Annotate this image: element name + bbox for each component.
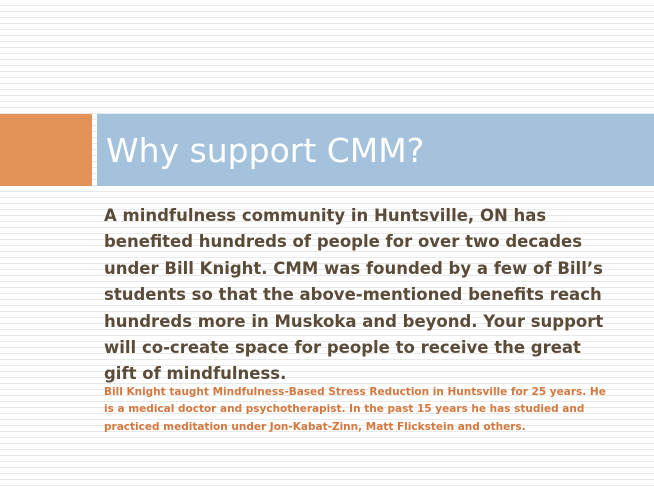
accent-block bbox=[0, 114, 92, 186]
bio-note: Bill Knight taught Mindfulness-Based Stress Reduction in Huntsville for 25 years. He is a medical doctor and psychotherapist. In the past 15 years he has studied and practiced meditation under Jon-Kabat-Zinn, Matt Flickstein and others. bbox=[104, 386, 606, 433]
title-bar bbox=[97, 114, 654, 186]
body-paragraph: A mindfulness community in Huntsville, ON has benefited hundreds of people for over two decades under Bill Knight. CMM was founded by a few of Bill’s students so that the above-mentioned benefits reach hundreds more in Muskoka and beyond. Your support will co-create space for people to receive the great gift of mindfulness. bbox=[104, 206, 604, 384]
slide-title: Why support CMM? bbox=[106, 130, 425, 170]
